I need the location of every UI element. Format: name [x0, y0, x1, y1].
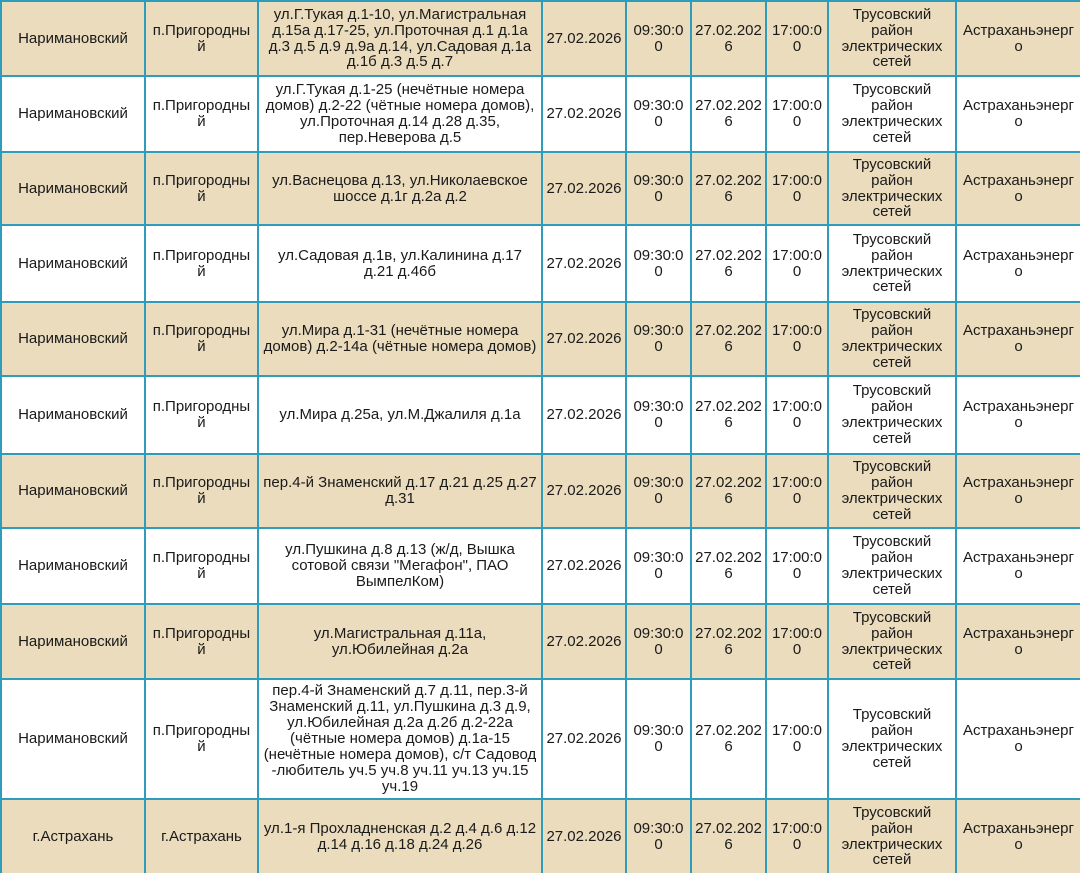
- end-date-cell: 27.02.2026: [691, 302, 766, 376]
- district-cell: Наримановский: [1, 376, 145, 454]
- end-date-cell: 27.02.2026: [691, 679, 766, 799]
- end-date-cell: 27.02.2026: [691, 1, 766, 76]
- end-date-cell: 27.02.2026: [691, 152, 766, 225]
- district-cell: Наримановский: [1, 225, 145, 302]
- organization-cell: Трусовский район электрических сетей: [828, 1, 956, 76]
- start-date-cell: 27.02.2026: [542, 454, 626, 528]
- settlement-cell: г.Астрахань: [145, 799, 258, 873]
- end-date-cell: 27.02.2026: [691, 604, 766, 679]
- addresses-cell: ул.Г.Тукая д.1-25 (нечётные номера домов) д.2-22 (чётные номера домов), ул.Проточная д.14 д.28 д.35, пер.Неверова д.5: [258, 76, 542, 152]
- settlement-cell: п.Пригородный: [145, 225, 258, 302]
- settlement-cell: п.Пригородный: [145, 604, 258, 679]
- start-date-cell: 27.02.2026: [542, 1, 626, 76]
- addresses-cell: ул.Пушкина д.8 д.13 (ж/д, Вышка сотовой связи "Мегафон", ПАО ВымпелКом): [258, 528, 542, 604]
- table-row: [1, 679, 1080, 799]
- organization-cell: Трусовский район электрических сетей: [828, 604, 956, 679]
- start-time-cell: 09:30:00: [626, 1, 691, 76]
- organization-cell: Трусовский район электрических сетей: [828, 76, 956, 152]
- start-time-cell: 09:30:00: [626, 679, 691, 799]
- start-date-cell: 27.02.2026: [542, 376, 626, 454]
- end-time-cell: 17:00:00: [766, 679, 828, 799]
- table-row: [1, 1, 1080, 76]
- district-cell: Наримановский: [1, 679, 145, 799]
- organization-cell: Трусовский район электрических сетей: [828, 302, 956, 376]
- addresses-cell: ул.Мира д.25а, ул.М.Джалиля д.1а: [258, 376, 542, 454]
- table-row: [1, 799, 1080, 873]
- district-cell: Наримановский: [1, 454, 145, 528]
- table-row: [1, 302, 1080, 376]
- settlement-cell: п.Пригородный: [145, 528, 258, 604]
- addresses-cell: ул.Г.Тукая д.1-10, ул.Магистральная д.15а д.17-25, ул.Проточная д.1 д.1а д.3 д.5 д.9 д.9а д.14, ул.Садовая д.1а д.1б д.3 д.5 д.7: [258, 1, 542, 76]
- organization-cell: Трусовский район электрических сетей: [828, 799, 956, 873]
- district-cell: г.Астрахань: [1, 799, 145, 873]
- table-row: [1, 225, 1080, 302]
- start-time-cell: 09:30:00: [626, 604, 691, 679]
- start-date-cell: 27.02.2026: [542, 528, 626, 604]
- organization-cell: Трусовский район электрических сетей: [828, 376, 956, 454]
- start-date-cell: 27.02.2026: [542, 604, 626, 679]
- company-cell: Астраханьэнерго: [956, 679, 1080, 799]
- start-date-cell: 27.02.2026: [542, 225, 626, 302]
- end-time-cell: 17:00:00: [766, 528, 828, 604]
- company-cell: Астраханьэнерго: [956, 152, 1080, 225]
- addresses-cell: ул.Садовая д.1в, ул.Калинина д.17 д.21 д.46б: [258, 225, 542, 302]
- settlement-cell: п.Пригородный: [145, 302, 258, 376]
- end-time-cell: 17:00:00: [766, 376, 828, 454]
- district-cell: Наримановский: [1, 528, 145, 604]
- start-time-cell: 09:30:00: [626, 799, 691, 873]
- settlement-cell: п.Пригородный: [145, 76, 258, 152]
- settlement-cell: п.Пригородный: [145, 1, 258, 76]
- end-time-cell: 17:00:00: [766, 1, 828, 76]
- table-row: [1, 454, 1080, 528]
- end-time-cell: 17:00:00: [766, 225, 828, 302]
- company-cell: Астраханьэнерго: [956, 225, 1080, 302]
- settlement-cell: п.Пригородный: [145, 376, 258, 454]
- start-date-cell: 27.02.2026: [542, 76, 626, 152]
- end-date-cell: 27.02.2026: [691, 225, 766, 302]
- table-row: [1, 528, 1080, 604]
- settlement-cell: п.Пригородный: [145, 454, 258, 528]
- company-cell: Астраханьэнерго: [956, 799, 1080, 873]
- end-time-cell: 17:00:00: [766, 799, 828, 873]
- district-cell: Наримановский: [1, 1, 145, 76]
- end-time-cell: 17:00:00: [766, 76, 828, 152]
- start-time-cell: 09:30:00: [626, 225, 691, 302]
- organization-cell: Трусовский район электрических сетей: [828, 679, 956, 799]
- addresses-cell: ул.Васнецова д.13, ул.Николаевское шоссе д.1г д.2а д.2: [258, 152, 542, 225]
- end-time-cell: 17:00:00: [766, 302, 828, 376]
- end-date-cell: 27.02.2026: [691, 799, 766, 873]
- table-row: [1, 152, 1080, 225]
- district-cell: Наримановский: [1, 604, 145, 679]
- end-date-cell: 27.02.2026: [691, 528, 766, 604]
- organization-cell: Трусовский район электрических сетей: [828, 454, 956, 528]
- start-time-cell: 09:30:00: [626, 152, 691, 225]
- company-cell: Астраханьэнерго: [956, 528, 1080, 604]
- district-cell: Наримановский: [1, 302, 145, 376]
- start-date-cell: 27.02.2026: [542, 302, 626, 376]
- addresses-cell: ул.1-я Прохладненская д.2 д.4 д.6 д.12 д.14 д.16 д.18 д.24 д.26: [258, 799, 542, 873]
- start-date-cell: 27.02.2026: [542, 152, 626, 225]
- company-cell: Астраханьэнерго: [956, 1, 1080, 76]
- company-cell: Астраханьэнерго: [956, 454, 1080, 528]
- settlement-cell: п.Пригородный: [145, 152, 258, 225]
- end-date-cell: 27.02.2026: [691, 454, 766, 528]
- end-time-cell: 17:00:00: [766, 152, 828, 225]
- district-cell: Наримановский: [1, 152, 145, 225]
- start-time-cell: 09:30:00: [626, 76, 691, 152]
- start-date-cell: 27.02.2026: [542, 799, 626, 873]
- start-time-cell: 09:30:00: [626, 528, 691, 604]
- end-date-cell: 27.02.2026: [691, 76, 766, 152]
- start-time-cell: 09:30:00: [626, 376, 691, 454]
- addresses-cell: ул.Мира д.1-31 (нечётные номера домов) д.2-14а (чётные номера домов): [258, 302, 542, 376]
- start-time-cell: 09:30:00: [626, 302, 691, 376]
- end-time-cell: 17:00:00: [766, 604, 828, 679]
- organization-cell: Трусовский район электрических сетей: [828, 152, 956, 225]
- settlement-cell: п.Пригородный: [145, 679, 258, 799]
- start-date-cell: 27.02.2026: [542, 679, 626, 799]
- addresses-cell: пер.4-й Знаменский д.17 д.21 д.25 д.27 д.31: [258, 454, 542, 528]
- table-row: [1, 376, 1080, 454]
- outage-table-body: [1, 1, 1080, 873]
- start-time-cell: 09:30:00: [626, 454, 691, 528]
- district-cell: Наримановский: [1, 76, 145, 152]
- addresses-cell: ул.Магистральная д.11а, ул.Юбилейная д.2а: [258, 604, 542, 679]
- end-date-cell: 27.02.2026: [691, 376, 766, 454]
- company-cell: Астраханьэнерго: [956, 76, 1080, 152]
- company-cell: Астраханьэнерго: [956, 302, 1080, 376]
- organization-cell: Трусовский район электрических сетей: [828, 528, 956, 604]
- company-cell: Астраханьэнерго: [956, 376, 1080, 454]
- addresses-cell: пер.4-й Знаменский д.7 д.11, пер.3-й Знаменский д.11, ул.Пушкина д.3 д.9, ул.Юбилейная д.2а д.2б д.2-22а (чётные номера домов) д.1а-15 (нечётные номера домов), с/т Садовод -любитель уч.5 уч.8 уч.11 уч.13 уч.15 уч.19: [258, 679, 542, 799]
- end-time-cell: 17:00:00: [766, 454, 828, 528]
- company-cell: Астраханьэнерго: [956, 604, 1080, 679]
- organization-cell: Трусовский район электрических сетей: [828, 225, 956, 302]
- table-row: [1, 76, 1080, 152]
- table-row: [1, 604, 1080, 679]
